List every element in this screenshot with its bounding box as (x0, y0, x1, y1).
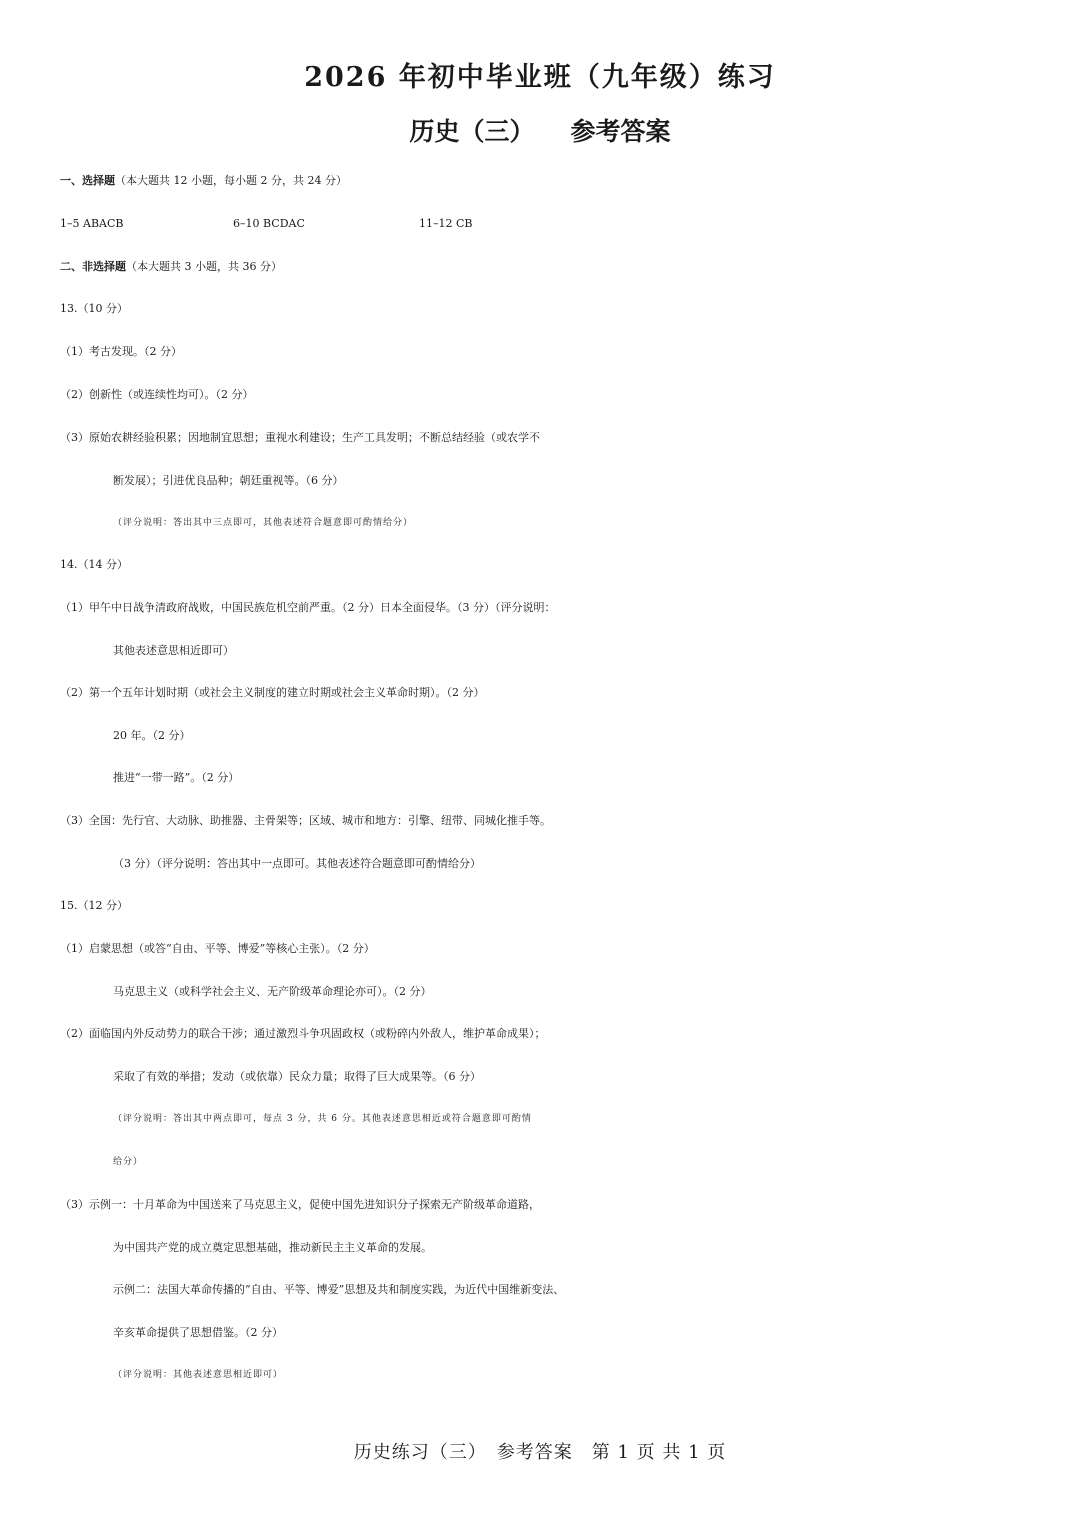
q15-part3-line3: 示例二：法国大革命传播的“自由、平等、博爱”思想及共和制度实践，为近代中国维新变法、 (113, 1283, 565, 1296)
q14-part3-line2: （3 分）（评分说明：答出其中一点即可。其他表述符合题意即可酌情给分） (113, 857, 481, 870)
page-title: 2026 年初中毕业班（九年级）练习 (304, 62, 776, 93)
section2-header (60, 252, 1080, 282)
q13-part3-line1: （3）原始农耕经验积累；因地制宜思想；重视水利建设；生产工具发明；不断总结经验（或农学不 (60, 431, 540, 444)
section2-note: （本大题共 3 小题，共 36 分） (126, 260, 282, 273)
section1-note: （本大题共 12 小题，每小题 2 分，共 24 分） (115, 174, 347, 187)
q14-part1-line1: （1）甲午中日战争清政府战败，中国民族危机空前严重。（2 分）日本全面侵华。（3 分）（评分说明： (60, 601, 556, 614)
answer-group-1: 1–5 ABACB (60, 217, 124, 230)
doc-type-label: 参考答案 (570, 117, 671, 146)
q13-part3-line2: 断发展）；引进优良品种；朝廷重视等。（6 分） (113, 474, 344, 487)
section1-heading: 一、选择题 (60, 174, 115, 187)
q15-part3-line4: 辛亥革命提供了思想借鉴。（2 分） (113, 1326, 283, 1339)
q15-part2-line2: 采取了有效的举措；发动（或依靠）民众力量；取得了巨大成果等。（6 分） (113, 1070, 481, 1083)
answer-group-2: 6–10 BCDAC (233, 217, 305, 230)
q14-part2-line2: 20 年。（2 分） (113, 729, 191, 742)
q15-part2-line1: （2）面临国内外反动势力的联合干涉；通过激烈斗争巩固政权（或粉碎内外敌人，维护革命成果）； (60, 1027, 546, 1040)
q14-part1-line2: 其他表述意思相近即可） (113, 644, 234, 657)
q15-part1-line1: （1）启蒙思想（或答“自由、平等、博爱”等核心主张）。（2 分） (60, 942, 375, 955)
q15-part3-line1: （3）示例一：十月革命为中国送来了马克思主义，促使中国先进知识分子探索无产阶级革命道路， (60, 1198, 540, 1211)
section2-heading: 二、非选择题 (60, 260, 126, 273)
section1-answers (60, 209, 1080, 239)
answer-group-3: 11–12 CB (419, 217, 473, 230)
page-subtitle (0, 114, 1080, 150)
q14-heading: 14.（14 分） (60, 558, 128, 571)
q13-part2: （2）创新性（或连续性均可）。（2 分） (60, 388, 254, 401)
section1-header (60, 166, 1080, 196)
q15-part2-scoring-note-line2: 给分） (113, 1157, 144, 1167)
q14-part3-line1: （3）全国：先行官、大动脉、助推器、主骨架等；区域、城市和地方：引擎、纽带、同城化推手等。 (60, 814, 551, 827)
subject-label: 历史（三） (409, 117, 535, 146)
q15-scoring-note: （评分说明：其他表述意思相近即可） (113, 1370, 284, 1380)
q13-scoring-note: （评分说明：答出其中三点即可，其他表述符合题意即可酌情给分） (113, 518, 414, 528)
q15-part2-scoring-note-line1: （评分说明：答出其中两点即可，每点 3 分，共 6 分。其他表述意思相近或符合题意即可酌情 (113, 1114, 532, 1124)
q15-heading: 15.（12 分） (60, 899, 128, 912)
q15-part1-line2: 马克思主义（或科学社会主义、无产阶级革命理论亦可）。（2 分） (113, 985, 432, 998)
page-footer: 历史练习（三） 参考答案 第 1 页 共 1 页 (353, 1442, 727, 1463)
q13-heading: 13.（10 分） (60, 302, 128, 315)
q14-part2-line3: 推进“一带一路”。（2 分） (113, 771, 240, 784)
q15-part3-line2: 为中国共产党的成立奠定思想基础，推动新民主主义革命的发展。 (113, 1241, 432, 1254)
q13-part1: （1）考古发现。（2 分） (60, 345, 182, 358)
q14-part2-line1: （2）第一个五年计划时期（或社会主义制度的建立时期或社会主义革命时期）。（2 分） (60, 686, 485, 699)
